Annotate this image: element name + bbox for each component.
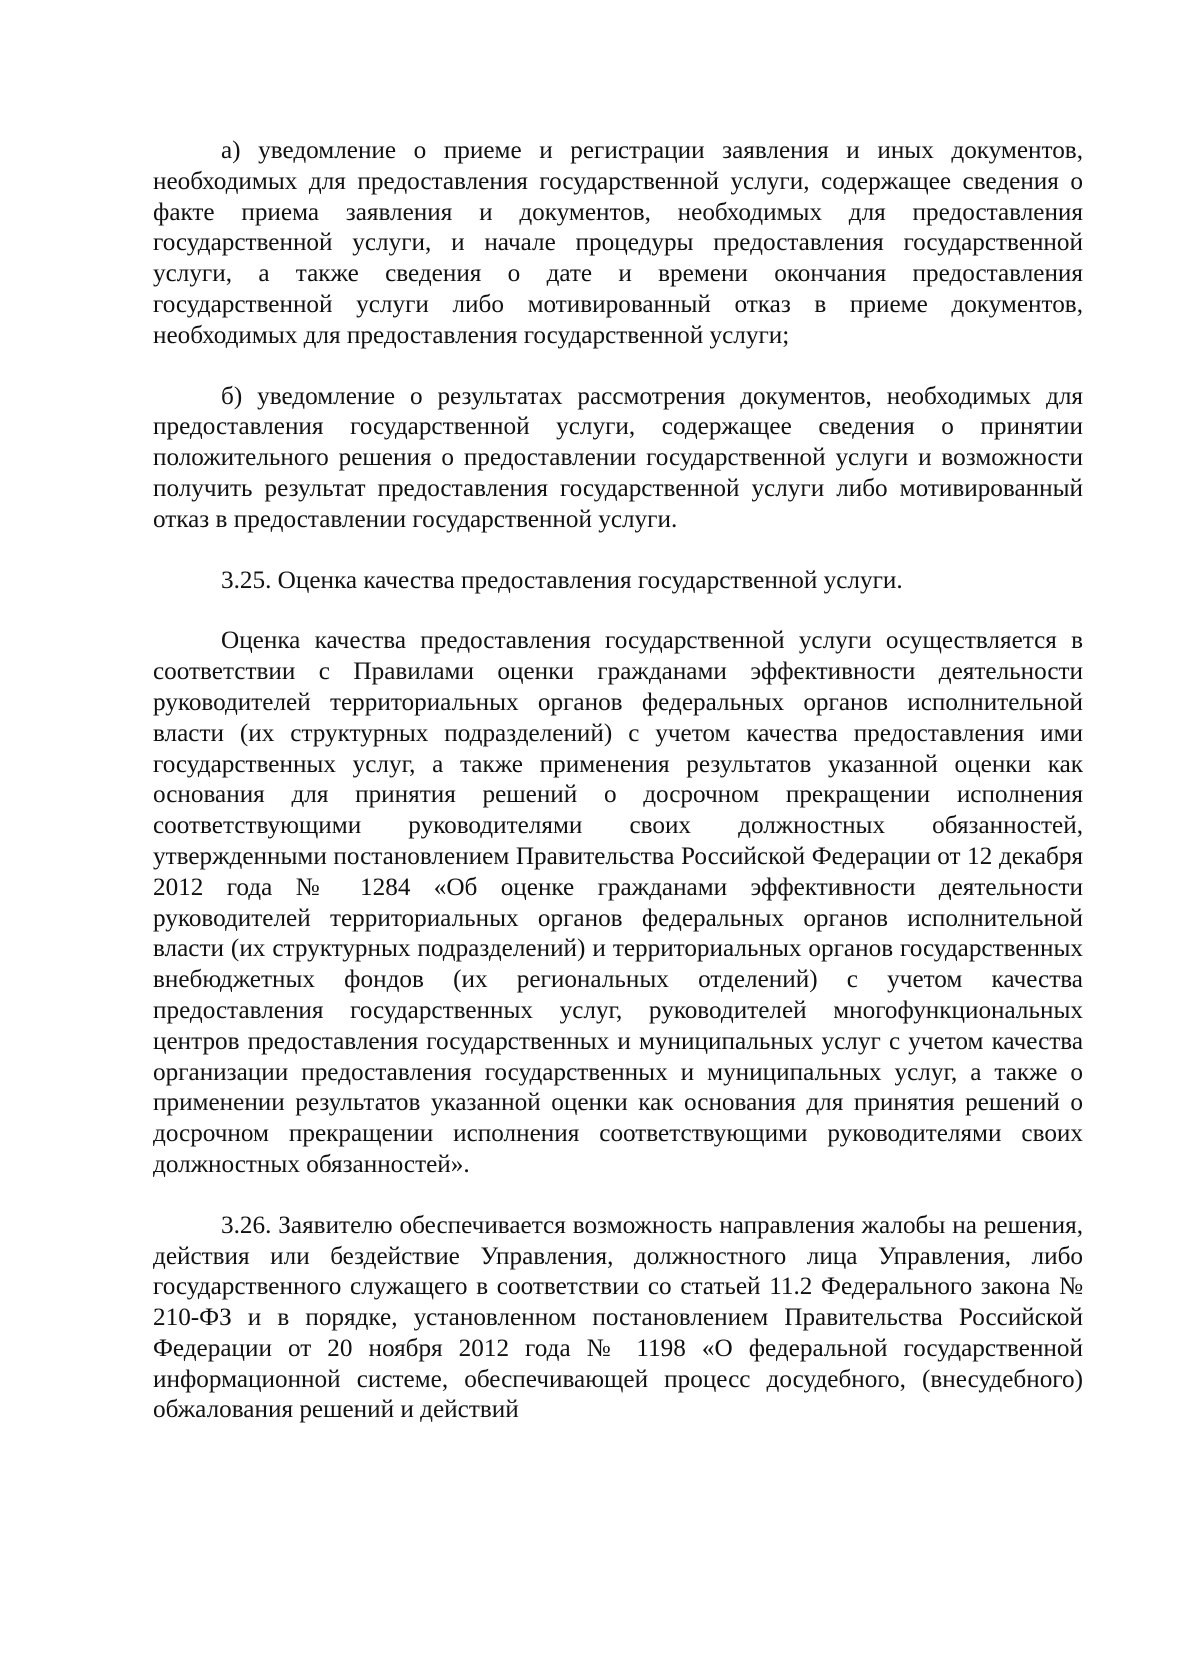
paragraph-notification-a: а) уведомление о приеме и регистрации заявления и иных документов, необходимых для предоставления государственной услуги, содержащее сведения о факте приема заявления и документов, необходимых для предоставления государственной услуги, и начале процедуры предоставления государственной услуги, а также сведения о дате и времени окончания предоставления государственной услуги либо мотивированный отказ в приеме документов, необходимых для предоставления государственной услуги;	[153, 137, 1083, 349]
section-heading-3-25: 3.25. Оценка качества предоставления государственной услуги.	[221, 566, 903, 594]
paragraph-quality-assessment: Оценка качества предоставления государственной услуги осуществляется в соответствии с Правилами оценки гражданами эффективности деятельности руководителей территориальных органов федеральных органов исполнительной власти (их структурных подразделений) с учетом качества предоставления ими государственных услуг, а также применения результатов указанной оценки как основания для принятия решений о досрочном прекращении исполнения соответствующими руководителями своих должностных обязанностей, утвержденными постановлением Правительства Российской Федерации от 12 декабря 2012 года № 1284 «Об оценке гражданами эффективности деятельности руководителей территориальных органов федеральных органов исполнительной власти (их структурных подразделений) и территориальных органов государственных внебюджетных фондов (их региональных отделений) с учетом качества предоставления государственных услуг, руководителей многофункциональных центров предоставления государственных и муниципальных услуг с учетом качества организации предоставления государственных и муниципальных услуг, а также о применении результатов указанной оценки как основания для принятия решений о досрочном прекращении исполнения соответствующими руководителями своих должностных обязанностей».	[153, 627, 1083, 1178]
paragraph-section-3-26: 3.26. Заявителю обеспечивается возможность направления жалобы на решения, действия или бездействие Управления, должностного лица Управления, либо государственного служащего в соответствии со статьей 11.2 Федерального закона № 210-ФЗ и в порядке, установленном постановлением Правительства Российской Федерации от 20 ноября 2012 года № 1198 «О федеральной государственной информационной системе, обеспечивающей процесс досудебного, (внесудебного) обжалования решений и действий	[153, 1211, 1083, 1424]
document-body	[153, 136, 1083, 1426]
paragraph-notification-b: б) уведомление о результатах рассмотрения документов, необходимых для предоставления государственной услуги, содержащее сведения о принятии положительного решения о предоставлении государственной услуги и возможности получить результат предоставления государственной услуги либо мотивированный отказ в предоставлении государственной услуги.	[153, 382, 1083, 533]
